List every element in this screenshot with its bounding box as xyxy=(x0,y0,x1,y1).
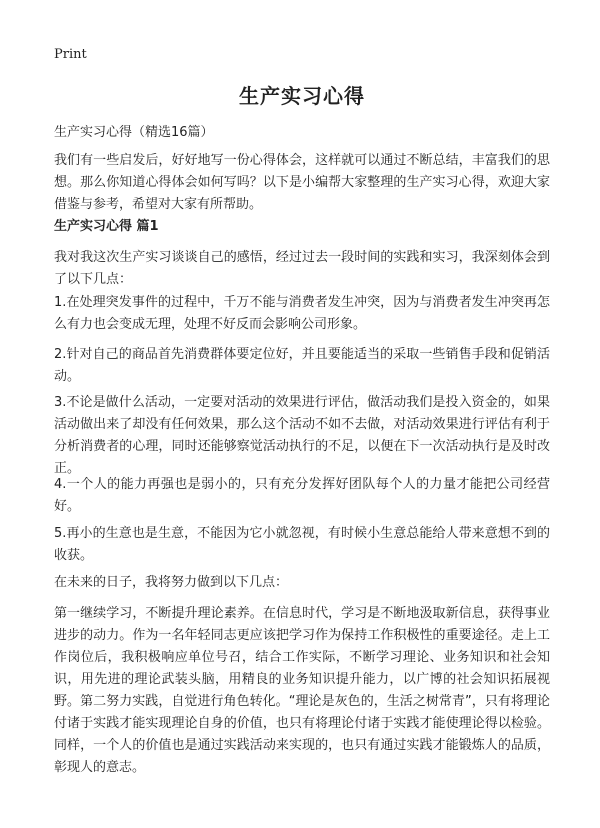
document-subtitle: 生产实习心得（精选16篇） xyxy=(54,125,214,140)
intro-paragraph: 我们有一些启发后，好好地写一份心得体会，这样就可以通过不断总结，丰富我们的思想。那么你知道心得体会如何写吗？以下是小编帮大家整理的生产实习心得，欢迎大家借鉴与参考，希望对大家有所帮助。 xyxy=(54,153,550,212)
section-heading: 生产实习心得 篇1 xyxy=(54,219,159,234)
paragraph: 4.一个人的能力再强也是弱小的，只有充分发挥好团队每个人的力量才能把公司经营好。 xyxy=(54,477,550,514)
paragraph: 2.针对自己的商品首先消费群体要定位好，并且要能适当的采取一些销售手段和促销活动。 xyxy=(54,347,550,384)
paragraph: 5.再小的生意也是生意，不能因为它小就忽视，有时候小生意总能给人带来意想不到的收获。 xyxy=(54,526,550,563)
document-title: 生产实习心得 xyxy=(239,84,365,108)
paragraph: 在未来的日子，我将努力做到以下几点： xyxy=(54,575,289,590)
paragraph: 第一继续学习，不断提升理论素养。在信息时代，学习是不断地汲取新信息，获得事业进步的动力。作为一名年轻同志更应该把学习作为保持工作积极性的重要途径。走上工作岗位后，我积极响应单位号召，结合工作实际，不断学习理论、业务知识和社会知识，用先进的理论武装头脑，用精良的业务知识提升能力，以广博的社会知识拓展视野。第二努力实践，自觉进行角色转化。“理论是灰色的，生活之树常青”，只有将理论付诸于实践才能实现理论自身的价值，也只有将理论付诸于实践才能使理论得以检验。同样，一个人的价值也是通过实践活动来实现的，也只有通过实践才能锻炼人的品质，彰现人的意志。 xyxy=(54,606,550,775)
paragraph: 1.在处理突发事件的过程中，千万不能与消费者发生冲突，因为与消费者发生冲突再怎么有力也会变成无理，处理不好反而会影响公司形象。 xyxy=(54,295,550,332)
print-link[interactable]: Print xyxy=(54,47,87,62)
paragraph: 3.不论是做什么活动，一定要对活动的效果进行评估，做活动我们是投入资金的，如果活动做出来了却没有任何效果，那么这个活动不如不去做，对活动效果进行评估有利于分析消费者的心理，同时还能够察觉活动执行的不足，以便在下一次活动执行是及时改正。 xyxy=(54,395,550,476)
paragraph: 我对我这次生产实习谈谈自己的感悟，经过过去一段时间的实践和实习，我深刻体会到了以下几点： xyxy=(54,250,550,287)
